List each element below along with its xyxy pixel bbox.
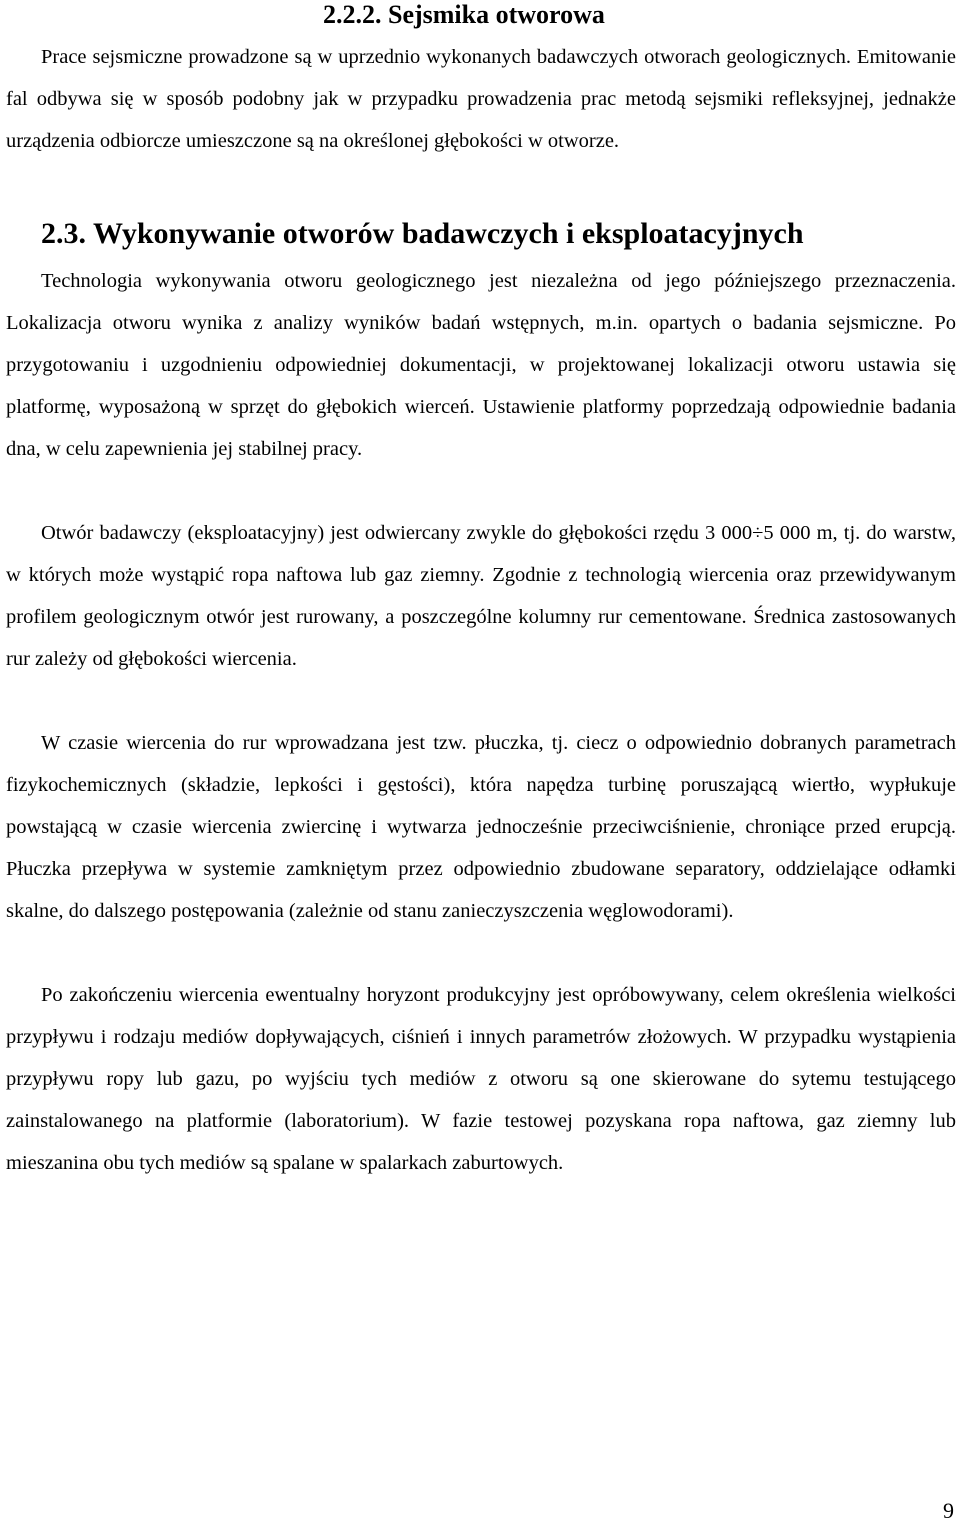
paragraph-seismic-borehole: Prace sejsmiczne prowadzone są w uprzednio wykonanych badawczych otworach geologicznych. Emitowanie fal odbywa się w sposób podobny jak w przypadku prowadzenia prac metodą sejsmiki refleksyjnej, jednakże urządzenia odbiorcze umieszczone są na określonej głębokości w otworze. <box>6 46 956 152</box>
paragraph-testing: Po zakończeniu wiercenia ewentualny horyzont produkcyjny jest opróbowywany, celem określenia wielkości przypływu i rodzaju mediów dopływających, ciśnień i innych parametrów złożowych. W przypadku wystąpienia przypływu ropy lub gazu, po wyjściu tych mediów z otworu są one skierowane do sytemu testującego zainstalowanego na platformie (laboratorium). W fazie testowej pozyskana ropa naftowa, gaz ziemny lub mieszanina obu tych mediów są spalane w spalarkach zaburtowych. <box>6 984 956 1174</box>
section-heading-seismic-borehole: 2.2.2. Sejsmika otworowa <box>323 0 605 29</box>
paragraph-borehole-depth: Otwór badawczy (eksploatacyjny) jest odwiercany zwykle do głębokości rzędu 3 000÷5 000 m, tj. do warstw, w których może wystąpić ropa naftowa lub gaz ziemny. Zgodnie z technologią wiercenia oraz przewidywanym profilem geologicznym otwór jest rurowany, a poszczególne kolumny rur cementowane. Średnica zastosowanych rur zależy od głębokości wiercenia. <box>6 522 956 670</box>
page-number: 9 <box>943 1498 954 1523</box>
paragraph-drilling-technology: Technologia wykonywania otworu geologicznego jest niezależna od jego późniejszego przeznaczenia. Lokalizacja otworu wynika z analizy wyników badań wstępnych, m.in. opartych o badania sejsmiczne. Po przygotowaniu i uzgodnieniu odpowiedniej dokumentacji, w projektowanej lokalizacji otworu ustawia się platformę, wyposażoną w sprzęt do głębokich wierceń. Ustawienie platformy poprzedzają odpowiednie badania dna, w celu zapewnienia jej stabilnej pracy. <box>6 270 956 460</box>
section-heading-drilling: 2.3. Wykonywanie otworów badawczych i eksploatacyjnych <box>41 217 804 250</box>
paragraph-drilling-mud: W czasie wiercenia do rur wprowadzana jest tzw. płuczka, tj. ciecz o odpowiednio dobranych parametrach fizykochemicznych (składzie, lepkości i gęstości), która napędza turbinę poruszającą wiertło, wypłukuje powstającą w czasie wiercenia zwiercinę i wytwarza jednocześnie przeciwciśnienie, chroniące przed erupcją. Płuczka przepływa w systemie zamkniętym przez odpowiednio zbudowane separatory, oddzielające odłamki skalne, do dalszego postępowania (zależnie od stanu zanieczyszczenia węglowodorami). <box>6 732 956 922</box>
